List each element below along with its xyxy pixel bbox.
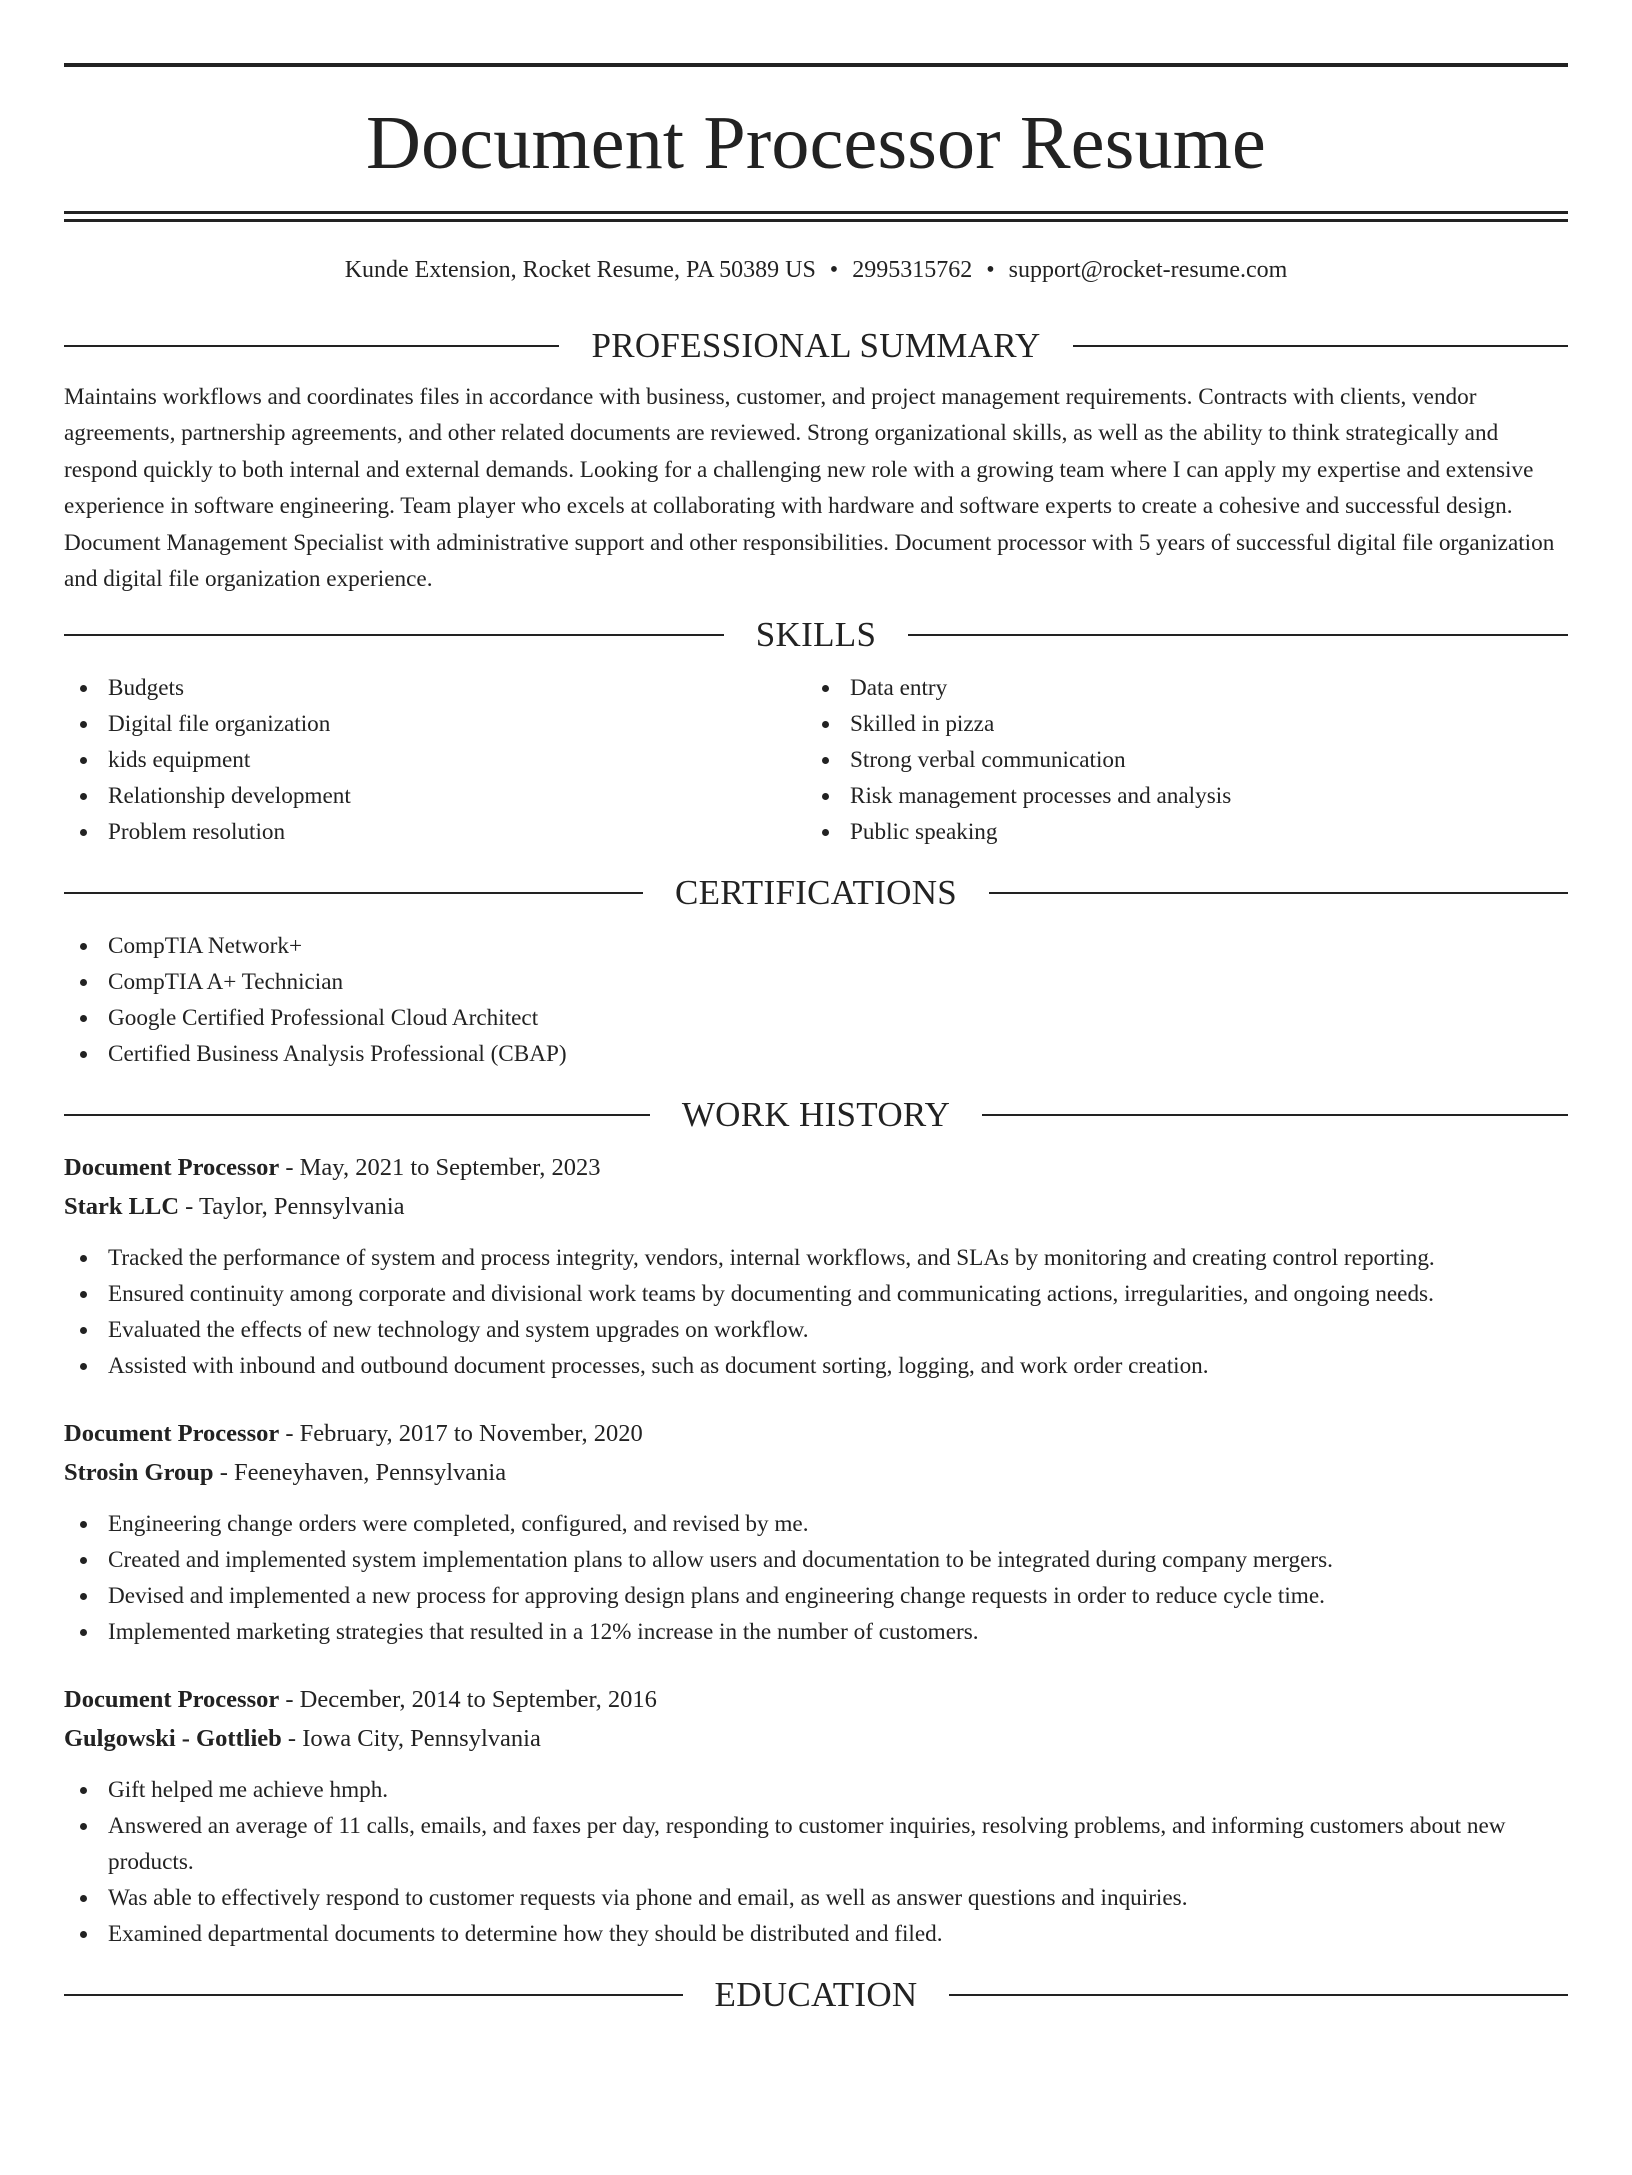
skills-list-left <box>64 670 806 850</box>
title-double-rule <box>64 211 1568 222</box>
contact-separator: • <box>986 257 995 283</box>
heading-rule <box>64 345 559 347</box>
heading-rule <box>64 1994 683 1996</box>
resume-page <box>0 63 1632 2175</box>
job-bullets <box>64 1506 1568 1650</box>
job-bullet: Ensured continuity among corporate and divisional work teams by documenting and communicating actions, irregularities, and ongoing needs. <box>64 1276 1568 1312</box>
heading-rule <box>64 634 724 636</box>
certifications-list <box>64 928 1568 1072</box>
job-bullet: Devised and implemented a new process for approving design plans and engineering change requests in order to reduce cycle time. <box>64 1578 1568 1614</box>
skills-list-right <box>806 670 1548 850</box>
section-heading-work-history <box>64 1094 1568 1136</box>
job-company-line <box>64 1453 1568 1492</box>
heading-rule <box>64 1114 650 1116</box>
skill-item: Risk management processes and analysis <box>806 778 1548 814</box>
job-location: - Feeneyhaven, Pennsylvania <box>213 1458 507 1486</box>
skill-item: Public speaking <box>806 814 1548 850</box>
section-title: WORK HISTORY <box>681 1094 951 1134</box>
job-entry <box>64 1680 1568 1952</box>
skills-columns <box>64 670 1568 850</box>
section-heading-education <box>64 1974 1568 2016</box>
skill-item: Relationship development <box>64 778 806 814</box>
job-company-line <box>64 1187 1568 1226</box>
section-title: PROFESSIONAL SUMMARY <box>591 325 1041 365</box>
job-dates: - February, 2017 to November, 2020 <box>279 1419 643 1447</box>
job-bullet: Answered an average of 11 calls, emails, and faxes per day, responding to customer inquiries, resolving problems, and informing customers about new products. <box>64 1808 1568 1880</box>
job-title-line <box>64 1680 1568 1719</box>
contact-line <box>64 256 1568 285</box>
job-company: Gulgowski - Gottlieb <box>64 1724 282 1752</box>
job-company-line <box>64 1719 1568 1758</box>
contact-phone: 2995315762 <box>852 257 973 283</box>
job-dates: - May, 2021 to September, 2023 <box>279 1153 601 1181</box>
job-bullets <box>64 1240 1568 1384</box>
job-company: Strosin Group <box>64 1458 214 1486</box>
heading-rule <box>982 1114 1568 1116</box>
job-bullet: Tracked the performance of system and process integrity, vendors, internal workflows, and SLAs by monitoring and creating control reporting. <box>64 1240 1568 1276</box>
top-rule <box>64 63 1568 67</box>
job-title: Document Processor <box>64 1685 280 1713</box>
job-bullet: Engineering change orders were completed, configured, and revised by me. <box>64 1506 1568 1542</box>
job-company: Stark LLC <box>64 1192 180 1220</box>
skill-item: kids equipment <box>64 742 806 778</box>
contact-email[interactable]: support@rocket-resume.com <box>1008 257 1288 283</box>
section-heading-skills <box>64 614 1568 656</box>
skill-item: Problem resolution <box>64 814 806 850</box>
job-entry <box>64 1414 1568 1650</box>
job-dates: - December, 2014 to September, 2016 <box>279 1685 657 1713</box>
job-bullet: Created and implemented system implementation plans to allow users and documentation to be integrated during company mergers. <box>64 1542 1568 1578</box>
job-bullet: Was able to effectively respond to customer requests via phone and email, as well as answer questions and inquiries. <box>64 1880 1568 1916</box>
job-bullets <box>64 1772 1568 1952</box>
summary-text: Maintains workflows and coordinates files in accordance with business, customer, and project management requirements. Contracts with clients, vendor agreements, partnership agreements, and other related documents are reviewed. Strong organizational skills, as well as the ability to think strategically and respond quickly to both internal and external demands. Looking for a challenging new role with a growing team where I can apply my expertise and extensive experience in software engineering. Team player who excels at collaborating with hardware and software experts to create a cohesive and successful design. Document Management Specialist with administrative support and other responsibilities. Document processor with 5 years of successful digital file organization and digital file organization experience. <box>64 383 1555 593</box>
job-bullet: Evaluated the effects of new technology and system upgrades on workflow. <box>64 1312 1568 1348</box>
section-title: SKILLS <box>755 614 877 654</box>
heading-rule <box>908 634 1568 636</box>
skill-item: Skilled in pizza <box>806 706 1548 742</box>
heading-rule <box>64 892 643 894</box>
section-heading-summary <box>64 325 1568 367</box>
job-entry <box>64 1148 1568 1384</box>
certification-item: Certified Business Analysis Professional (CBAP) <box>64 1036 1568 1072</box>
job-bullet: Implemented marketing strategies that resulted in a 12% increase in the number of customers. <box>64 1614 1568 1650</box>
section-title: EDUCATION <box>714 1974 918 2014</box>
certification-item: Google Certified Professional Cloud Architect <box>64 1000 1568 1036</box>
job-title: Document Processor <box>64 1153 280 1181</box>
skill-item: Digital file organization <box>64 706 806 742</box>
heading-rule <box>989 892 1568 894</box>
job-location: - Iowa City, Pennsylvania <box>281 1724 541 1752</box>
certification-item: CompTIA A+ Technician <box>64 964 1568 1000</box>
heading-rule <box>949 1994 1568 1996</box>
job-location: - Taylor, Pennsylvania <box>179 1192 405 1220</box>
resume-title: Document Processor Resume <box>366 101 1266 185</box>
job-bullet: Gift helped me achieve hmph. <box>64 1772 1568 1808</box>
contact-address: Kunde Extension, Rocket Resume, PA 50389 US <box>344 257 816 283</box>
job-bullet: Assisted with inbound and outbound document processes, such as document sorting, logging, and work order creation. <box>64 1348 1568 1384</box>
job-bullet: Examined departmental documents to determine how they should be distributed and filed. <box>64 1916 1568 1952</box>
skill-item: Strong verbal communication <box>806 742 1548 778</box>
job-title-line <box>64 1414 1568 1453</box>
skill-item: Data entry <box>806 670 1548 706</box>
section-title: CERTIFICATIONS <box>674 872 958 912</box>
contact-separator: • <box>829 257 839 283</box>
certification-item: CompTIA Network+ <box>64 928 1568 964</box>
section-heading-certifications <box>64 872 1568 914</box>
job-title: Document Processor <box>64 1419 280 1447</box>
heading-rule <box>1073 345 1568 347</box>
job-title-line <box>64 1148 1568 1187</box>
skill-item: Budgets <box>64 670 806 706</box>
